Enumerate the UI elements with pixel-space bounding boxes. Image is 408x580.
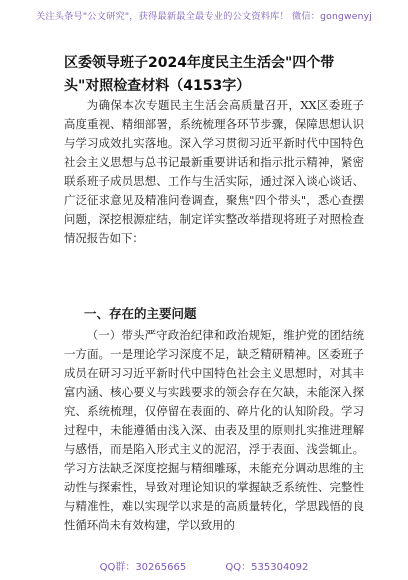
footer-qq: QQ：535304092 <box>225 562 309 573</box>
section-heading: 一、存在的主要问题 <box>84 306 197 321</box>
intro-paragraph-container <box>64 96 364 248</box>
section-paragraph: （一）带头严守政治纪律和政治规矩，维护党的团结统一方面。一是理论学习深度不足，缺乏精研精神。区委班子成员在研习习近平新时代中国特色社会主义思想时，对其丰富内涵、核心要义与实践要求的领会存在欠缺，未能深入探究、系统梳理，仅停留在表面的、碎片化的认知阶段。学习过程中，未能遵循由浅入深、由表及里的原则扎实推进理解与感悟，而是陷入形式主义的泥沼，浮于表面、浅尝辄止。学习方法缺乏深度挖掘与精细雕琢，未能充分调动思维的主动性与探索性，导致对理论知识的掌握缺乏系统性、完整性与精准性，难以实现学以求是的高质量转化，学思践悟的良性循环尚未有效构建，学以致用的 <box>64 328 364 532</box>
top-banner: 关注头条号"公文研究"，获得最新最全最专业的公文资料库！ 微信：gongwenyj <box>35 11 373 22</box>
intro-paragraph: 为确保本次专题民主生活会高质量召开，XX区委班子高度重视、精细部署，系统梳理各环节步骤，保障思想认识与学习成效扎实落地。深入学习贯彻习近平新时代中国特色社会主义思想与总书记最新重要讲话和指示批示精神，紧密联系班子成员思想、工作与生活实际，通过深入谈心谈话、广泛征求意见及精准问卷调查，聚焦"四个带头"，悉心查摆问题，深挖根源症结，制定详实整改举措现将班子对照检查情况报告如下： <box>64 98 364 245</box>
document-title: 区委领导班子2024年度民主生活会"四个带头"对照检查材料（4153字） <box>64 55 335 94</box>
footer-qq-group: QQ群：30265665 <box>99 562 187 573</box>
section-body-container <box>64 326 364 535</box>
footer-contact <box>0 558 408 573</box>
